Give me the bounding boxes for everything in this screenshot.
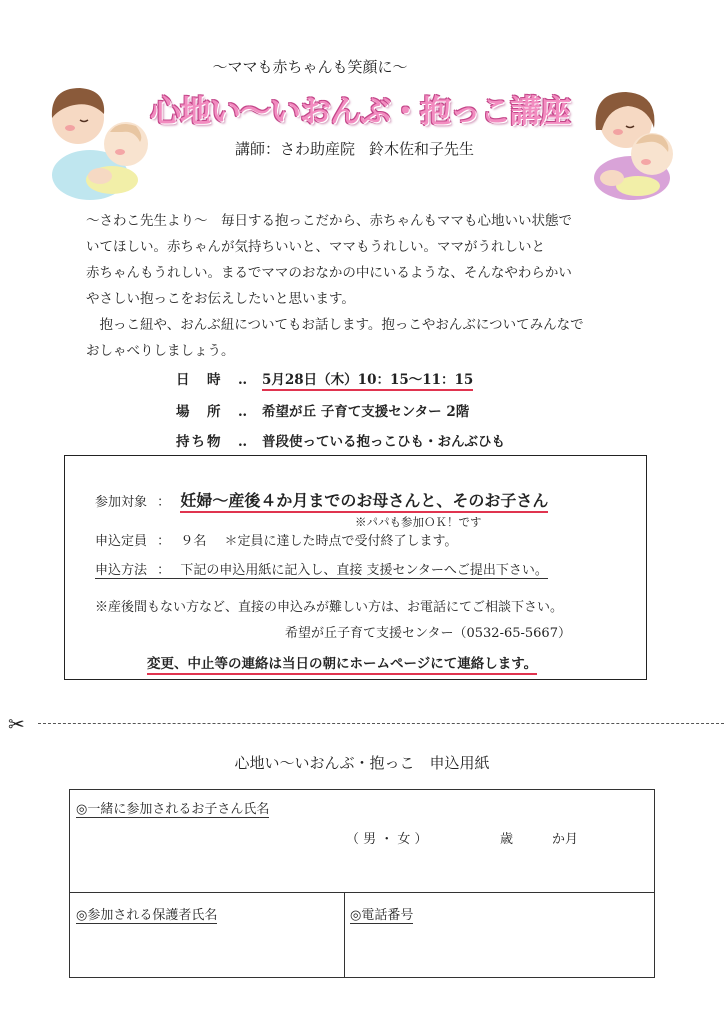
intro-paragraph bbox=[86, 208, 646, 364]
guardian-name-label: ◎参加される保護者氏名 bbox=[76, 904, 217, 924]
intro-line: 抱っこ紐や、おんぶ紐についてもお話します。抱っこやおんぶについてみんなで bbox=[86, 317, 584, 333]
capacity-value: ９名 bbox=[180, 534, 207, 549]
scissors-icon: ✂ bbox=[8, 712, 25, 736]
target-row bbox=[95, 488, 548, 511]
gender-options: （ 男 ・ 女 ） bbox=[346, 832, 428, 847]
capacity-row bbox=[95, 530, 457, 549]
method-value: 下記の申込用紙に記入し、直接 支援センターへご提出下さい。 bbox=[180, 563, 548, 578]
items-value: 普段使っている抱っこひも・おんぶひも bbox=[262, 434, 505, 450]
age-months: か月 bbox=[552, 832, 579, 847]
colon: ： bbox=[157, 563, 171, 578]
cut-line bbox=[38, 723, 724, 724]
change-notice: 変更、中止等の連絡は当日の朝にホームページにて連絡します。 bbox=[147, 652, 537, 675]
date-value: 5月28日（木）10：15〜11：15 bbox=[262, 372, 473, 391]
dots: ‥ bbox=[238, 404, 248, 420]
child-name-label: ◎一緒に参加されるお子さん氏名 bbox=[76, 798, 269, 818]
colon: ： bbox=[157, 495, 171, 510]
intro-line: 赤ちゃんもうれしい。まるでママのおなかの中にいるような、そんなやわらかい bbox=[86, 265, 572, 281]
phone-number-label: ◎電話番号 bbox=[350, 904, 413, 924]
intro-line: おしゃべりしましょう。 bbox=[86, 343, 235, 359]
info-date-row bbox=[176, 368, 473, 388]
intro-line: やさしい抱っこをお伝えしたいと思います。 bbox=[86, 291, 355, 307]
target-value: 妊婦〜産後４か月までのお母さんと、そのお子さん bbox=[180, 491, 548, 513]
mother-baby-illustration-right bbox=[572, 82, 682, 200]
intro-line: 〜さわこ先生より〜 毎日する抱っこだから、赤ちゃんもママも心地いい状態で bbox=[86, 213, 572, 229]
dots: ‥ bbox=[238, 372, 248, 388]
capacity-note: ＊定員に達した時点で受付終了します。 bbox=[224, 534, 458, 549]
lecturer-name: 鈴木佐和子先生 bbox=[369, 140, 475, 158]
event-title: 心地い〜いおんぶ・抱っこ講座 bbox=[150, 94, 570, 130]
date-label: 日 時 bbox=[176, 372, 223, 388]
capacity-label: 申込定員 bbox=[95, 534, 148, 549]
column-divider bbox=[344, 892, 345, 977]
event-subtitle: 〜ママも赤ちゃんも笑顔に〜 bbox=[212, 58, 408, 76]
method-label: 申込方法 bbox=[95, 563, 148, 578]
items-label: 持ち物 bbox=[176, 434, 223, 450]
lecturer-label: 講師：さわ助産院 bbox=[235, 140, 356, 158]
phone-note: ※産後間もない方など、直接の申込みが難しい方は、お電話にてご相談下さい。 bbox=[95, 600, 564, 615]
place-label: 場 所 bbox=[176, 404, 223, 420]
info-items-row bbox=[176, 430, 505, 450]
place-value: 希望が丘 子育て支援センター 2階 bbox=[262, 404, 470, 420]
intro-line: いてほしい。赤ちゃんが気持ちいいと、ママもうれしい。ママがうれしいと bbox=[86, 239, 545, 255]
lecturer-line bbox=[235, 138, 488, 159]
parent-baby-illustration-left bbox=[40, 80, 152, 200]
target-label: 参加対象 bbox=[95, 495, 148, 510]
dots: ‥ bbox=[238, 434, 248, 450]
application-details-box bbox=[64, 455, 647, 680]
application-form-table bbox=[69, 789, 655, 978]
center-contact: 希望が丘子育て支援センター（0532-65-5667） bbox=[285, 626, 571, 641]
colon: ： bbox=[157, 534, 171, 549]
method-row bbox=[95, 559, 548, 579]
form-title: 心地い〜いおんぶ・抱っこ 申込用紙 bbox=[234, 754, 490, 772]
papa-note: ※パパも参加ＯＫ！です bbox=[355, 515, 482, 529]
info-place-row bbox=[176, 400, 469, 420]
age-years: 歳 bbox=[500, 832, 514, 847]
row-divider bbox=[70, 892, 654, 893]
